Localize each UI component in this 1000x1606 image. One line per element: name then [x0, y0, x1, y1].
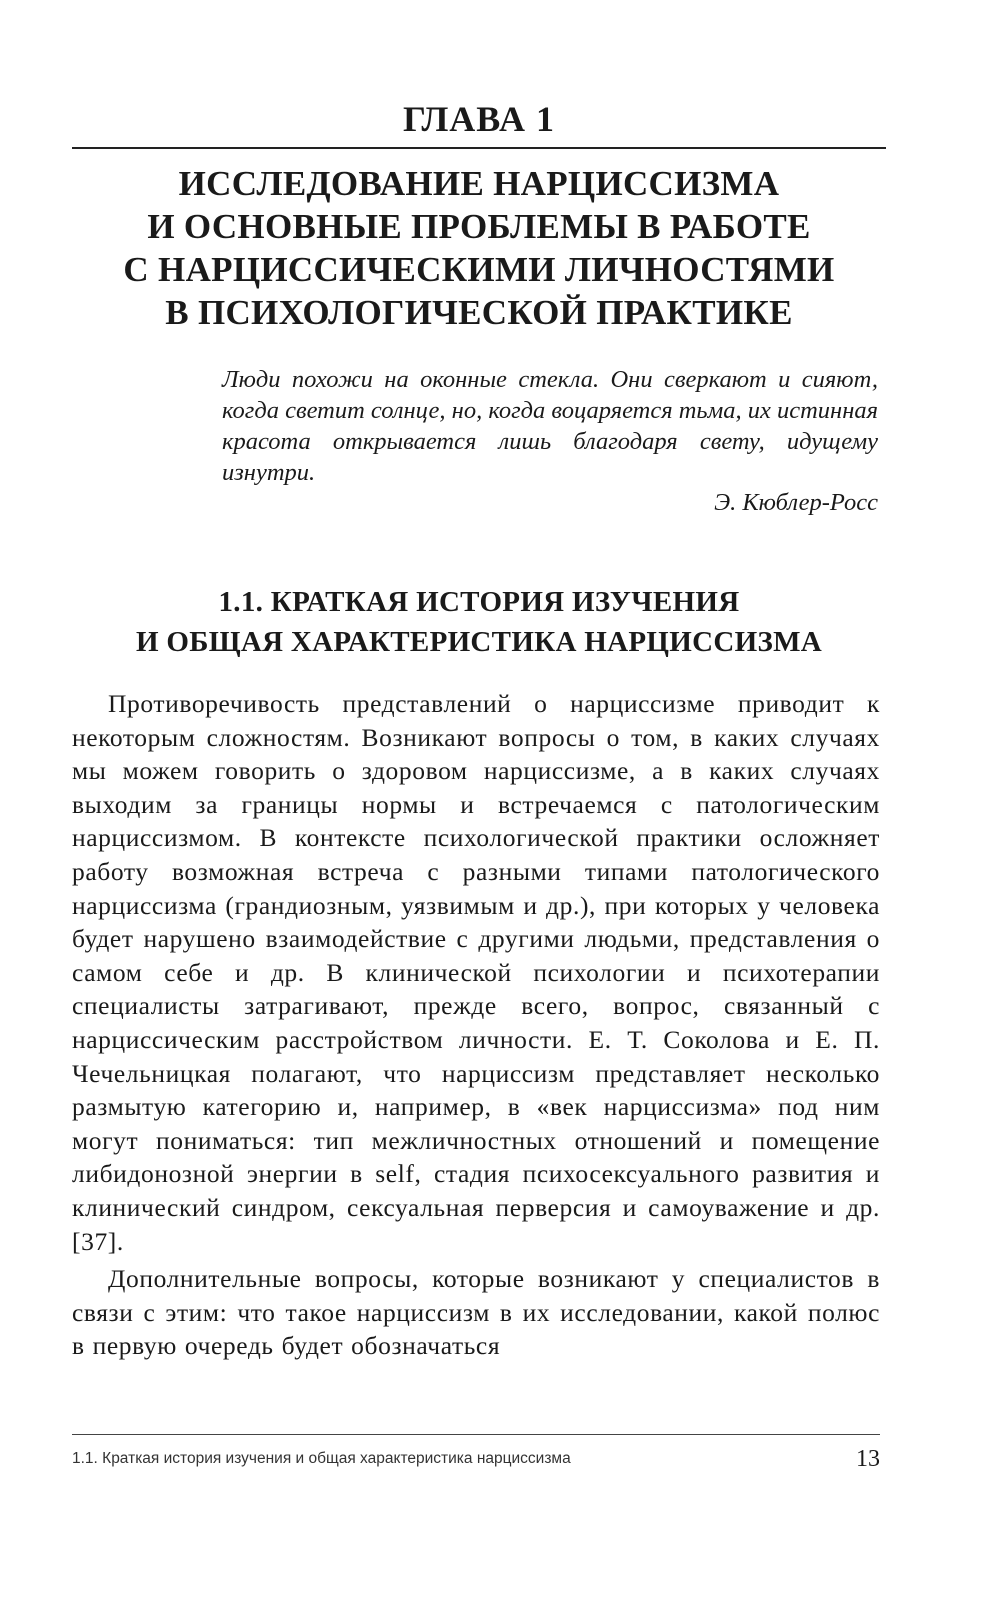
body-text	[72, 687, 880, 1363]
page-number: 13	[856, 1446, 880, 1472]
chapter-divider	[72, 147, 886, 149]
chapter-title	[60, 162, 898, 334]
running-footer: 1.1. Краткая история изучения и общая характеристика нарциссизма	[72, 1450, 571, 1467]
section-title-line: И ОБЩАЯ ХАРАКТЕРИСТИКА НАРЦИССИЗМА	[136, 626, 822, 658]
chapter-title-line: С НАРЦИССИЧЕСКИМИ ЛИЧНОСТЯМИ	[123, 250, 835, 289]
paragraph: Дополнительные вопросы, которые возникают у специалистов в связи с этим: что такое нарциссизм в их исследовании, какой полюс в первую очередь будет обозначаться	[72, 1264, 880, 1361]
footer-divider	[72, 1434, 880, 1435]
section-title	[60, 582, 898, 662]
chapter-title-line: И ОСНОВНЫЕ ПРОБЛЕМЫ В РАБОТЕ	[147, 207, 811, 246]
epigraph-text: Люди похожи на оконные стекла. Они сверкают и сияют, когда светит солнце, но, когда воцаряется тьма, их истинная красота открывается лишь благодаря свету, идущему изнутри.	[222, 366, 878, 486]
chapter-label: ГЛАВА 1	[402, 99, 556, 139]
section-title-line: 1.1. КРАТКАЯ ИСТОРИЯ ИЗУЧЕНИЯ	[218, 586, 740, 618]
chapter-title-line: ИССЛЕДОВАНИЕ НАРЦИССИЗМА	[178, 164, 780, 203]
epigraph-author: Э. Кюблер-Росс	[714, 489, 878, 516]
paragraph: Противоречивость представлений о нарциссизме приводит к некоторым сложностям. Возникают вопросы о том, в каких случаях мы можем говорить о здоровом нарциссизме, а в каких случаях выходим за границы нормы и встречаемся с патологическим нарциссизмом. В контексте психологической практики осложняет работу возможная встреча с разными типами патологического нарциссизма (грандиозным, уязвимым и др.), при которых у человека будет нарушено взаимодействие с другими людьми, представления о самом себе и др. В клинической психологии и психотерапии специалисты затрагивают, прежде всего, вопрос, связанный с нарциссическим расстройством личности. Е. Т. Соколова и Е. П. Чечельницкая полагают, что нарциссизм представляет несколько размытую категорию и, например, в «век нарциссизма» под ним могут пониматься: тип межличностных отношений и помещение либидонозной энергии в self, стадия психосексуального развития и клинический синдром, сексуальная перверсия и самоуважение и др. [37].	[72, 689, 880, 1256]
chapter-title-line: В ПСИХОЛОГИЧЕСКОЙ ПРАКТИКЕ	[165, 293, 793, 332]
